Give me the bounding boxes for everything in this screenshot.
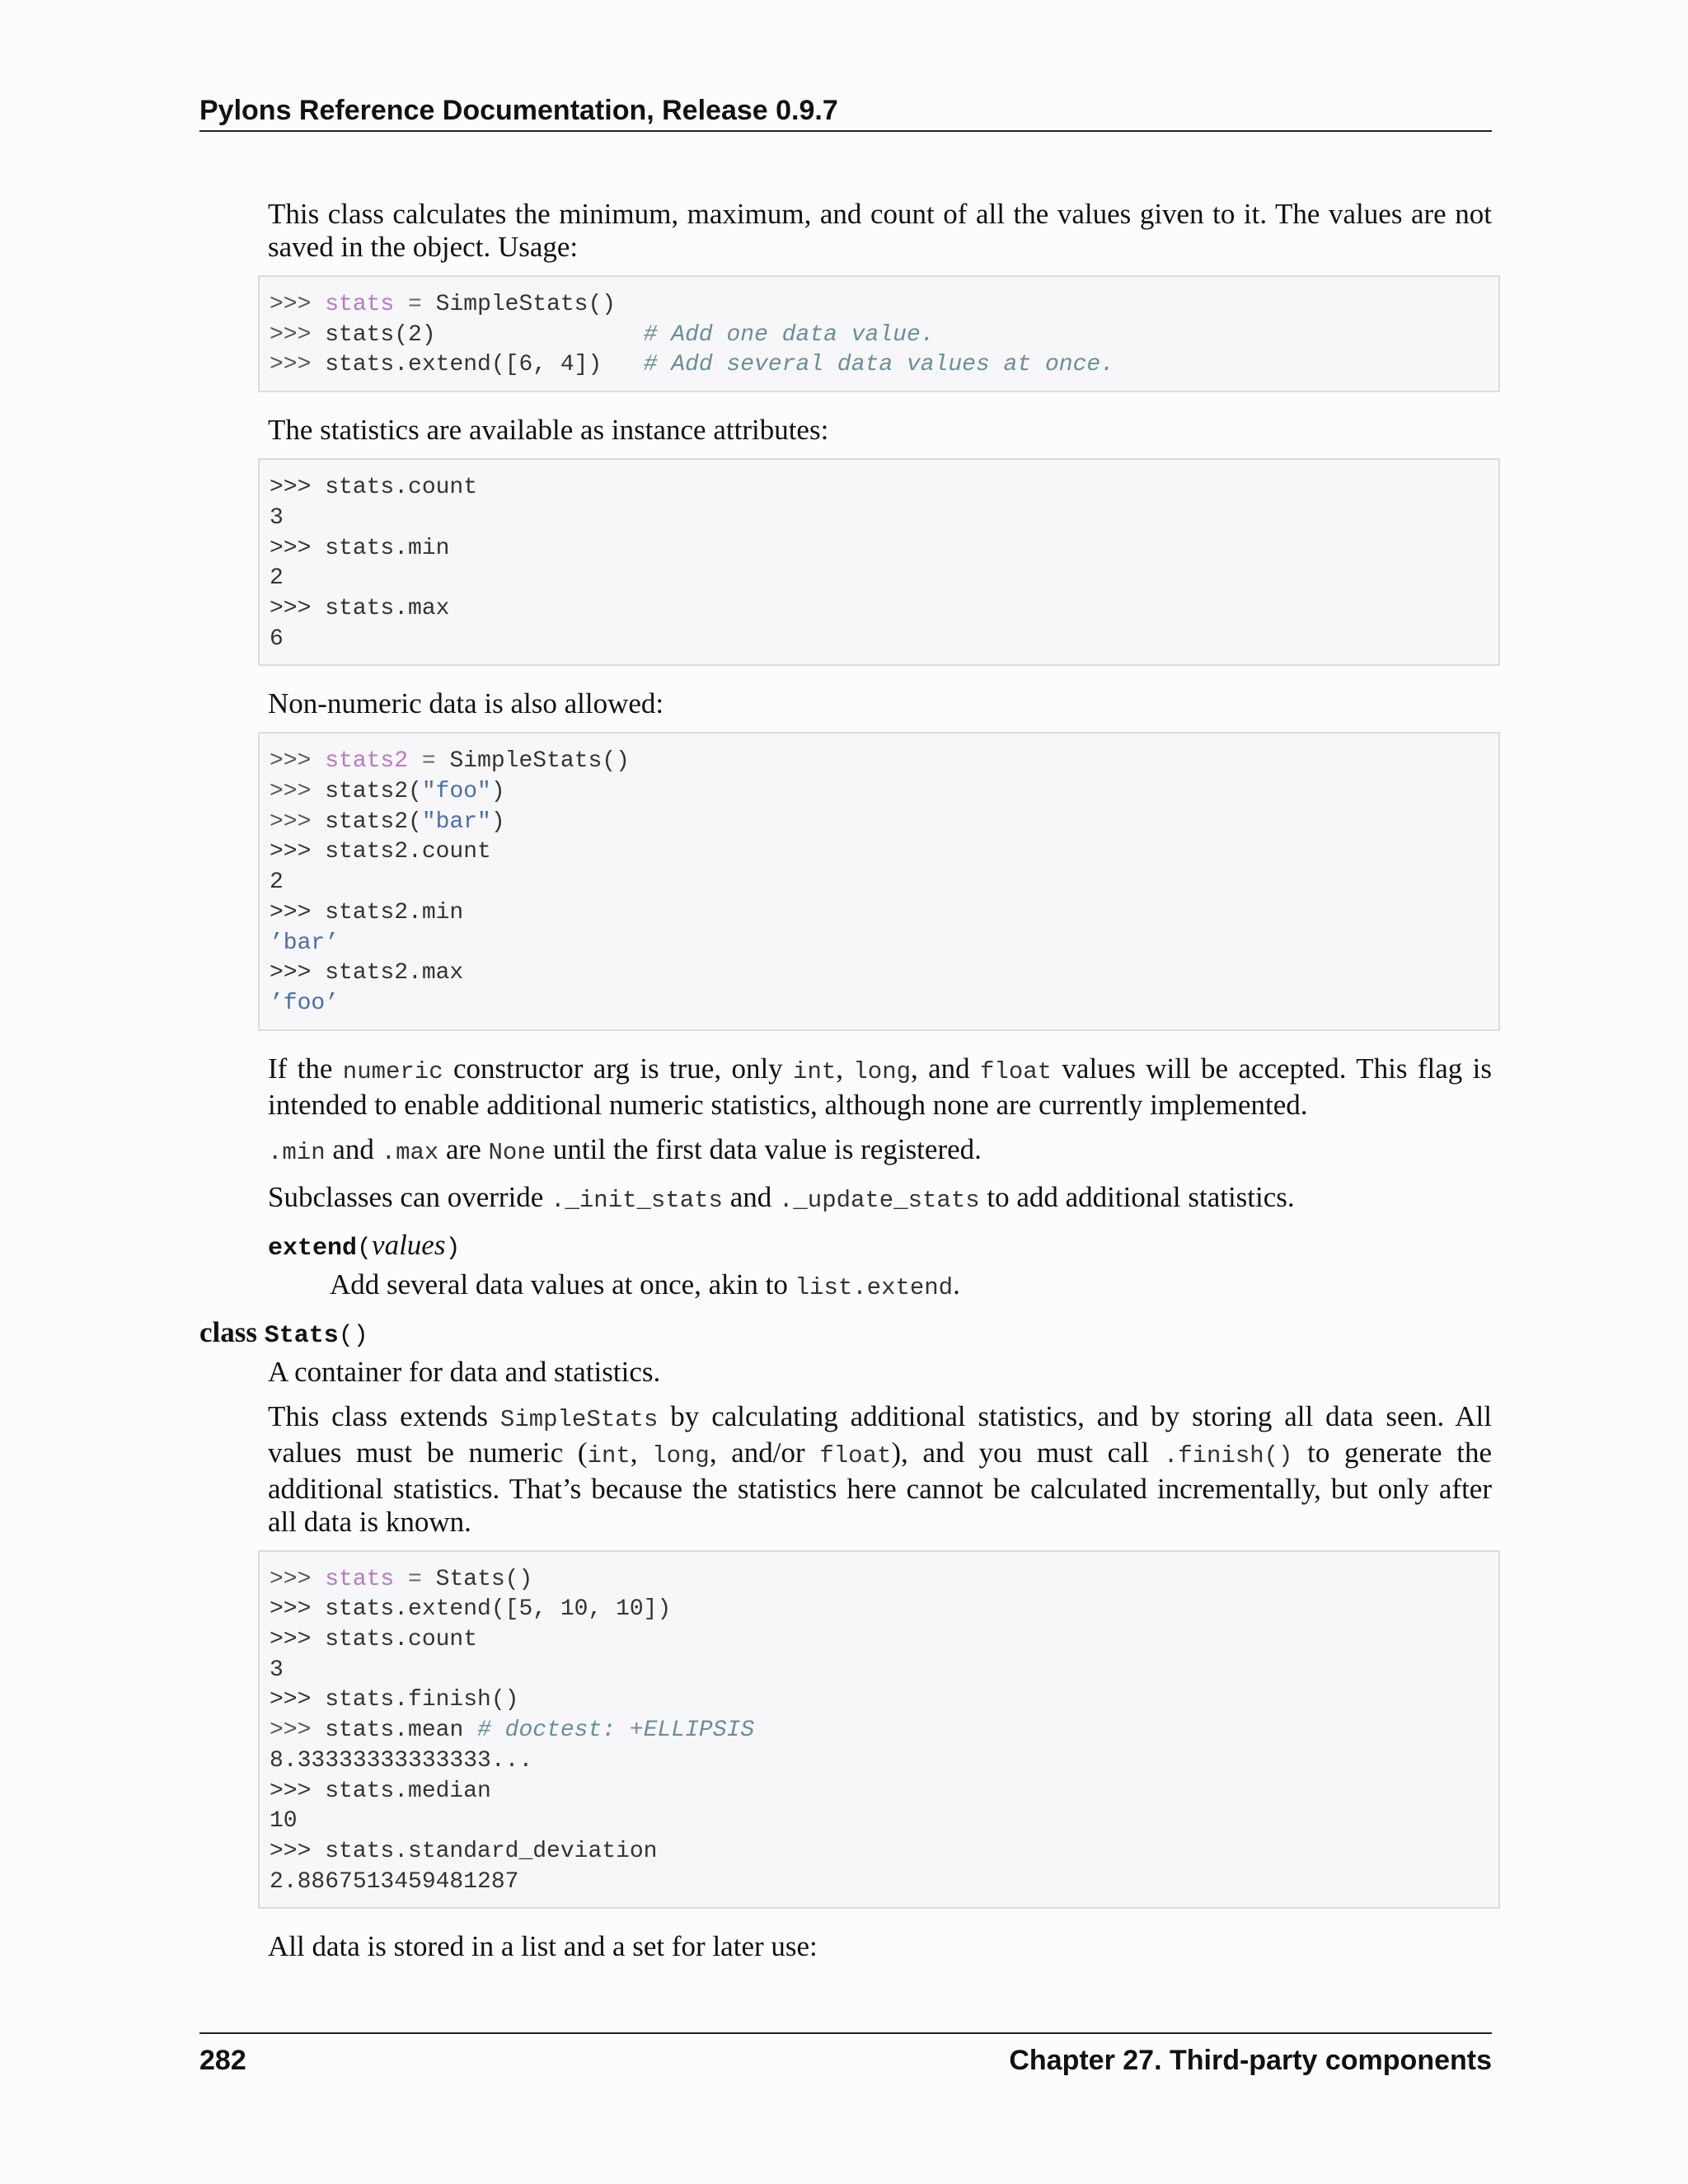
code-line: >>> stats.mean # doctest: +ELLIPSIS [270,1718,755,1744]
page-footer [199,2032,1492,2079]
code-line: >>> stats2.min [270,899,464,926]
stats-description: This class extends SimpleStats by calculating additional statistics, and by storing all data seen. All values must be numeric (int, long, and/or float), and you must call .finish() to generate the additional statistics. That’s because the statistics here cannot be calculated incrementally, but only after all data is known. [268,1399,1492,1538]
code-line: >>> stats = Stats() [270,1566,533,1592]
code-line: >>> stats2.count [270,839,491,865]
code-line: 8.33333333333333... [270,1747,533,1774]
code-block-attributes [258,458,1500,666]
code-block-non-numeric [258,732,1500,1030]
page-content [199,198,1492,1975]
closing-paragraph: All data is stored in a list and a set for later use: [268,1930,818,1963]
non-numeric-paragraph: Non-numeric data is also allowed: [268,687,664,720]
numeric-flag-paragraph: If the numeric constructor arg is true, only int, long, and float values will be accepted. This flag is intended to enable additional numeric statistics, although none are currently implemented. [268,1052,1492,1121]
chapter-title: Chapter 27. Third-party components [1009,2045,1492,2076]
code-line: >>> stats2("bar") [270,808,505,835]
page-number: 282 [199,2045,246,2076]
code-line: 2 [270,565,284,592]
stats-summary: A container for data and statistics. [268,1355,661,1388]
code-line: 2.8867513459481287 [270,1868,519,1895]
code-line: >>> stats(2) # Add one data value. [270,321,935,348]
code-line: >>> stats = SimpleStats() [270,292,617,317]
code-line: 3 [270,1657,284,1683]
code-line: >>> stats.extend([6, 4]) # Add several data values at once. [270,352,1114,378]
code-line: >>> stats.extend([5, 10, 10]) [270,1596,672,1623]
code-line: 2 [270,869,284,896]
code-line: >>> stats.standard_deviation [270,1838,658,1864]
code-line: >>> stats.count [270,1627,478,1653]
extend-method-signature: extend(values) [268,1228,461,1263]
subclass-paragraph: Subclasses can override ._init_stats and ._update_stats to add additional statistics. [268,1180,1295,1214]
stats-class-signature: class Stats() [199,1315,368,1350]
code-line: >>> stats.median [270,1778,491,1804]
code-line: >>> stats2.max [270,960,464,987]
code-line: >>> stats.max [270,595,450,621]
extend-method-description: Add several data values at once, akin to list.extend. [330,1268,960,1301]
code-line: 3 [270,504,284,531]
intro-paragraph: This class calculates the minimum, maximum, and count of all the values given to it. The values are not saved in the object. Usage: [268,198,1492,263]
simplestats-body [268,198,1492,1305]
stats-class-body [268,1356,1492,1964]
header-title: Pylons Reference Documentation, Release 0.9.7 [199,95,838,126]
code-line: ’foo’ [270,990,340,1016]
code-line: >>> stats.count [270,475,478,501]
page-header [199,92,1492,132]
code-line: >>> stats2 = SimpleStats() [270,748,630,775]
code-line: >>> stats2("foo") [270,779,505,805]
code-line: >>> stats.finish() [270,1687,519,1713]
min-max-paragraph: .min and .max are None until the first data value is registered. [268,1132,982,1166]
code-line: 10 [270,1808,298,1835]
code-line: 6 [270,626,284,652]
code-line: >>> stats.min [270,535,450,561]
code-line: ’bar’ [270,930,340,956]
code-block-usage [258,275,1500,392]
attributes-paragraph: The statistics are available as instance attributes: [268,414,829,447]
code-block-stats [258,1550,1500,1910]
